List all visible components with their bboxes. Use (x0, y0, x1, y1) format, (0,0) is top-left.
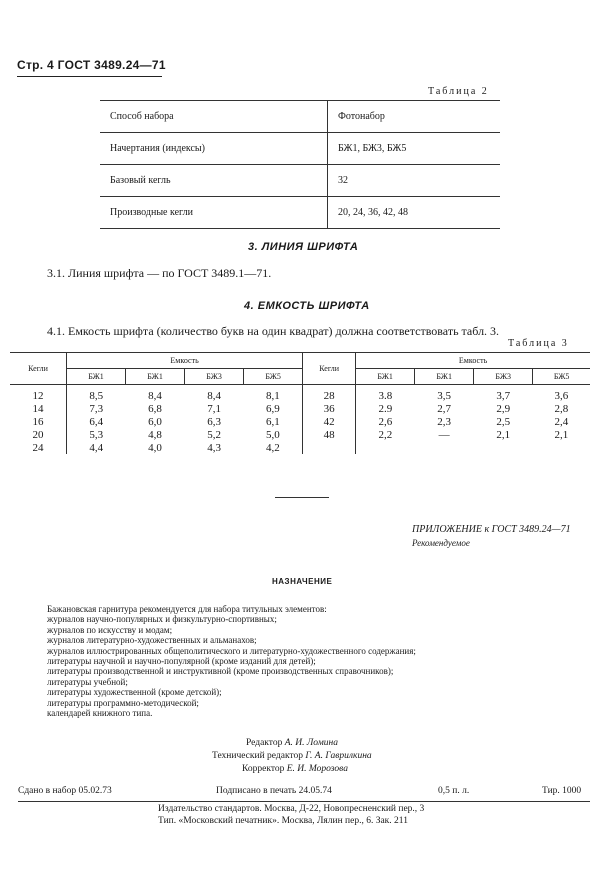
table-row (10, 402, 590, 415)
footer-rule (18, 801, 590, 802)
table-cell: — (438, 428, 450, 441)
text-line: календарей книжного типа. (47, 708, 153, 719)
table-row (10, 385, 590, 403)
table-cell: Начертания (индексы) (100, 133, 328, 165)
col-kegli-left: Кегли (10, 353, 67, 385)
table-cell: 4,0 (148, 441, 162, 454)
table-cell: 8,4 (148, 389, 162, 402)
table3-caption: Таблица 3 (508, 338, 569, 349)
table-cell: 20, 24, 36, 42, 48 (328, 197, 501, 229)
text-line: литературы художественной (кроме детской); (47, 687, 222, 698)
text-line: журналов литературно-художественных и альманахов; (47, 635, 257, 646)
table-cell: 5,3 (89, 428, 104, 441)
sdano: Сдано в набор 05.02.73 (18, 786, 112, 796)
table-cell: 6,1 (244, 415, 303, 428)
corrector-name: Е. И. Морозова (286, 764, 348, 774)
table-cell: 2,2 (378, 428, 393, 441)
table-row (10, 415, 590, 428)
table-cell: 2,4 (554, 415, 569, 428)
table3 (10, 352, 590, 454)
table2-caption: Таблица 2 (428, 86, 489, 97)
editors-block (212, 737, 372, 776)
table-cell: 6,4 (89, 415, 104, 428)
section3-text: 3.1. Линия шрифта — по ГОСТ 3489.1—71. (47, 266, 272, 280)
text-line: журналов по искусству и модам; (47, 624, 173, 635)
naznachenie-title: НАЗНАЧЕНИЕ (272, 577, 333, 586)
table-cell: Базовый кегль (100, 165, 328, 197)
subcol: БЖ1 (356, 369, 415, 385)
table-cell: 28 (303, 385, 356, 403)
corrector-label: Корректор (242, 764, 285, 774)
table-cell: 16 (10, 415, 67, 428)
text-line: литературы производственной и инструктивной (кроме производственных справочников); (47, 666, 394, 677)
table-cell: 2.9 (378, 402, 393, 415)
table-cell: 42 (303, 415, 356, 428)
subcol: БЖ3 (185, 369, 244, 385)
table-cell: 6,0 (148, 415, 162, 428)
table-cell: 2,7 (437, 402, 452, 415)
table-cell: Фотонабор (328, 101, 501, 133)
table-cell: 7,1 (207, 402, 221, 415)
table-cell: 48 (303, 428, 356, 441)
subcol: БЖ3 (474, 369, 533, 385)
table-row (10, 441, 590, 454)
table-cell: 36 (303, 402, 356, 415)
table-cell: 4,4 (89, 441, 104, 454)
podpisano: Подписано в печать 24.05.74 (216, 786, 332, 796)
table-cell: 6,8 (148, 402, 162, 415)
table-cell: 2,6 (378, 415, 393, 428)
table-cell: БЖ1, БЖ3, БЖ5 (328, 133, 501, 165)
text-line: журналов иллюстрированных общеполитического и литературно-художественного содержания; (47, 645, 416, 656)
table-row (100, 101, 500, 133)
table-cell: 24 (10, 441, 67, 454)
table-cell: Производные кегли (100, 197, 328, 229)
table-cell: 5,2 (207, 428, 221, 441)
table-cell: 20 (10, 428, 67, 441)
text-line: журналов научно-популярных и физкультурно-спортивных; (47, 614, 277, 625)
table-cell: 12 (10, 385, 67, 403)
appendix-sub: Рекомендуемое (412, 538, 470, 548)
table-cell (303, 441, 356, 454)
table-cell: 3,7 (496, 389, 511, 402)
table-cell: 5,0 (244, 428, 303, 441)
table-cell: 3,6 (554, 389, 569, 402)
subcol: БЖ5 (244, 369, 303, 385)
col-emkost-right: Емкость (356, 353, 590, 369)
table-cell: 6,3 (207, 415, 221, 428)
separator (275, 497, 329, 498)
table-cell: 4,3 (207, 441, 221, 454)
subcol: БЖ1 (67, 369, 126, 385)
editor-label: Редактор (246, 738, 283, 748)
table-cell: 4,2 (244, 441, 303, 454)
table-cell (415, 441, 474, 454)
table-cell: 2,8 (554, 402, 569, 415)
appendix-title: ПРИЛОЖЕНИЕ к ГОСТ 3489.24—71 (412, 524, 571, 535)
publisher-line: Издательство стандартов. Москва, Д-22, Новопресненский пер., 3 (158, 804, 425, 814)
table-row (100, 133, 500, 165)
publisher-block (158, 803, 424, 827)
col-kegli-right: Кегли (303, 353, 356, 385)
table-cell: 8,5 (89, 389, 104, 402)
pl: 0,5 п. л. (438, 786, 470, 796)
table-cell: 4,8 (148, 428, 162, 441)
tech-editor-name: Г. А. Гаврилкина (305, 751, 372, 761)
table-cell (533, 441, 590, 454)
text-line: литературы программно-методической; (47, 697, 199, 708)
table-cell: 6,9 (244, 402, 303, 415)
table-cell: 2,5 (496, 415, 511, 428)
section3-title: 3. ЛИНИЯ ШРИФТА (248, 241, 359, 253)
naznachenie-text (47, 604, 416, 718)
table-cell: 8,4 (207, 389, 221, 402)
table-cell: 7,3 (89, 402, 104, 415)
text-line: литературы научной и научно-популярной (кроме изданий для детей); (47, 656, 316, 667)
table-cell (474, 441, 533, 454)
subcol: БЖ1 (126, 369, 185, 385)
table-cell: 14 (10, 402, 67, 415)
col-emkost-left: Емкость (67, 353, 303, 369)
text-line: литературы учебной; (47, 676, 128, 687)
table-cell: 8,1 (244, 385, 303, 403)
subcol: БЖ1 (415, 369, 474, 385)
table-cell (356, 441, 415, 454)
editor-name: А. И. Ломина (284, 738, 338, 748)
table-cell: Способ набора (100, 101, 328, 133)
tech-editor-label: Технический редактор (212, 751, 303, 761)
text-line: Бажановская гарнитура рекомендуется для набора титульных элементов: (47, 604, 327, 614)
table-cell: 2,9 (496, 402, 511, 415)
tirazh: Тир. 1000 (542, 786, 582, 796)
table-cell: 2,3 (437, 415, 452, 428)
table-row (10, 428, 590, 441)
table-row (100, 165, 500, 197)
section4-text: 4.1. Емкость шрифта (количество букв на один квадрат) должна соответствовать табл. 3. (47, 324, 500, 338)
table-cell: 32 (328, 165, 501, 197)
page-header: Стр. 4 ГОСТ 3489.24—71 (17, 58, 166, 72)
table-cell: 2,1 (554, 428, 569, 441)
table-row (100, 197, 500, 229)
table2 (100, 100, 500, 229)
publisher-line: Тип. «Московский печатник». Москва, Лялин пер., 6. Зак. 211 (158, 816, 408, 826)
table-cell: 2,1 (496, 428, 511, 441)
header-rule (17, 76, 162, 77)
table-cell: 3,5 (437, 389, 452, 402)
subcol: БЖ5 (533, 369, 590, 385)
table-cell: 3.8 (378, 389, 393, 402)
section4-title: 4. ЕМКОСТЬ ШРИФТА (244, 300, 370, 312)
